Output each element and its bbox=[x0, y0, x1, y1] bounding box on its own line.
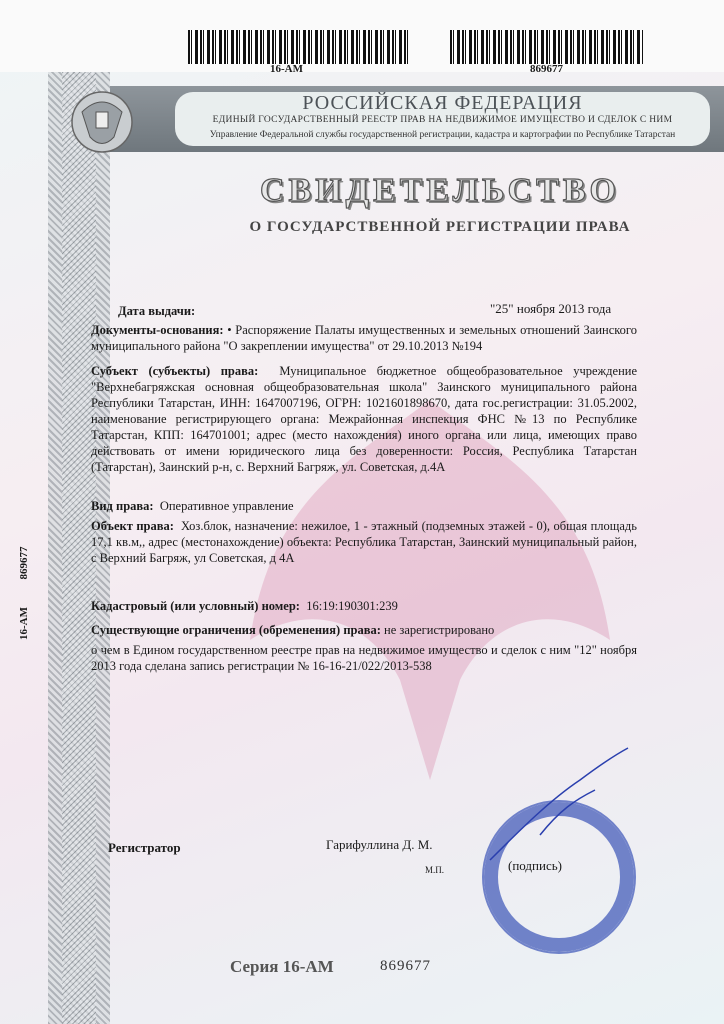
right-type: Вид права: Оперативное управление bbox=[91, 499, 294, 513]
encumbrances: Существующие ограничения (обременения) права: не зарегистрировано bbox=[91, 623, 495, 637]
document-subtitle: О ГОСУДАРСТВЕННОЙ РЕГИСТРАЦИИ ПРАВА bbox=[249, 219, 631, 235]
signature-label: (подпись) bbox=[508, 858, 562, 873]
barcode-series bbox=[188, 30, 408, 64]
document-title: СВИДЕТЕЛЬСТВО bbox=[260, 172, 620, 209]
registrar-label: Регистратор bbox=[108, 840, 181, 855]
coat-of-arms-icon bbox=[62, 82, 142, 162]
footer-series: Серия 16-АМ bbox=[230, 957, 334, 976]
registrar-name: Гарифуллина Д. М. bbox=[326, 837, 433, 852]
registration-record: о чем в Едином государственном реестре прав на недвижимое имущество и сделок с ним "12" ноября 2013 года сделана запись регистрации № 16-16-21/022/2013-538 bbox=[91, 643, 637, 673]
agency-name: Управление Федеральной службы государственной регистрации, кадастра и картографии по Республике Татарстан bbox=[209, 130, 676, 140]
rights-subject: Субъект (субъекты) права: Муниципальное бюджетное общеобразовательное учреждение "Верхнебагряжская основная общеобразовательная школа" Заинского муниципального района Республики Татарстан, ИНН: 1647007196, ОГРН: 1021601898670, дата гос.регистрации: 31.05.2002, наименование регистрирующего органа: Межрайонная инспекция ФНС №13 по Республике Татарстан, КПП: 164701001; адрес (место нахождения) иного органа или лица, имеющих право действовать от имени юридического лица без доверенности: Россия, Республика Татарстан (Татарстан), Заинский р-н, с. Верхний Багряж, ул. Советская, д.4А bbox=[91, 364, 638, 474]
issue-date-label: Дата выдачи: bbox=[118, 304, 196, 318]
barcode-number-label: 869677 bbox=[530, 63, 563, 75]
registry-name: ЕДИНЫЙ ГОСУДАРСТВЕННЫЙ РЕЕСТР ПРАВ НА НЕДВИЖИМОЕ ИМУЩЕСТВО И СДЕЛОК С НИМ bbox=[212, 115, 673, 125]
seal-place-label: М.П. bbox=[425, 865, 445, 875]
cadastral-number: Кадастровый (или условный) номер: 16:19:190301:239 bbox=[91, 599, 398, 613]
country-name: РОССИЙСКАЯ ФЕДЕРАЦИЯ bbox=[302, 92, 583, 114]
footer-number: 869677 bbox=[380, 958, 431, 974]
barcode-number bbox=[450, 30, 643, 64]
barcode-series-label: 16-АМ bbox=[270, 63, 303, 75]
issue-date: "25" ноября 2013 года bbox=[490, 301, 612, 316]
side-serial: 16-АМ 869677 bbox=[18, 546, 30, 640]
right-object: Объект права: Хоз.блок, назначение: нежилое, 1 - этажный (подземных этажей - 0), общая площадь 17,1 кв.м,, адрес (местонахождение) объекта: Республика Татарстан, Заинский муниципальный район, с Верхний Багряж, ул Советская, д 4А bbox=[91, 519, 637, 565]
documents-basis: Документы-основания: • Распоряжение Палаты имущественных и земельных отношений Заинского муниципального района "О закреплении имущества" от 29.10.2013 №194 bbox=[91, 323, 637, 353]
signature-mark bbox=[480, 740, 640, 870]
